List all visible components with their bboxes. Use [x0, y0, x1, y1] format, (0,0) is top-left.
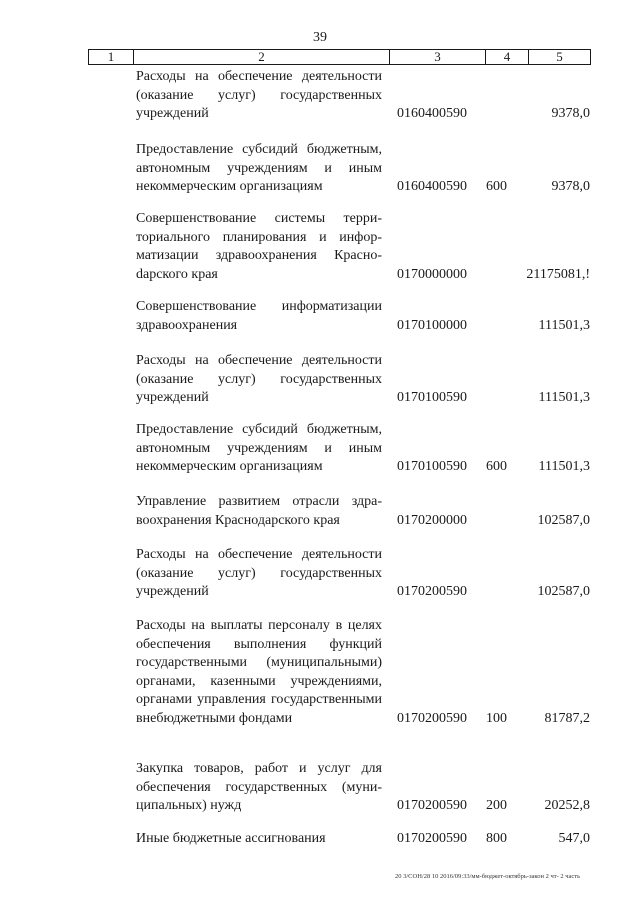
table-row: [136, 210, 590, 284]
row-expense-type: 800: [486, 831, 507, 846]
row-description: Совершенствование информатизации здравоохранения: [136, 299, 382, 333]
row-code: 0170200000: [397, 512, 467, 528]
row-description: Расходы на обеспечение деятельности (оказание услуг) государственных учреждений: [136, 353, 382, 405]
row-amount: 111501,3: [538, 459, 590, 474]
table-row: [136, 298, 590, 335]
column-header-2: 2: [134, 50, 390, 64]
row-description: Расходы на выплаты персоналу в целях обеспечения выполнения функций государственными (муниципальными) органами, казенными учреждениями, органами управления государственными внебюджетными фондами: [136, 618, 382, 726]
row-amount: 547,0: [558, 831, 590, 846]
table-row: [136, 546, 590, 602]
row-amount: 81787,2: [544, 710, 590, 726]
row-code: 0170100590: [397, 390, 467, 405]
row-amount: 21175081,!: [526, 266, 590, 282]
table-row: [136, 421, 590, 477]
row-expense-type: 100: [486, 710, 507, 726]
table-row: [136, 830, 590, 849]
table-row: [136, 68, 590, 124]
table-row: [136, 493, 590, 530]
row-description: Закупка товаров, работ и услуг для обеспечения государственных (муниципальных) нужд: [136, 761, 382, 813]
row-description: Иные бюджетные ассигнования: [136, 831, 326, 846]
table-row: [136, 617, 590, 728]
row-code: 0170000000: [397, 266, 467, 282]
row-amount: 20252,8: [544, 798, 590, 813]
row-amount: 111501,3: [538, 390, 590, 405]
table-row: [136, 352, 590, 408]
row-amount: 111501,3: [538, 317, 590, 333]
row-expense-type: 600: [486, 459, 507, 474]
row-description: Расходы на обеспечение деятельности (оказание услуг) государственных учреждений: [136, 547, 382, 599]
column-header-3: 3: [390, 50, 486, 64]
column-header-4: 4: [486, 50, 529, 64]
row-code: 0170100000: [397, 317, 467, 333]
footer-note: 20 3/СОН/28 10 2016/09:33/мм-бюджет-октябрь-закон 2 чт- 2 часть: [395, 873, 581, 880]
row-expense-type: 200: [486, 798, 507, 813]
row-code: 0170200590: [397, 798, 467, 813]
row-amount: 102587,0: [537, 584, 590, 599]
row-description: Расходы на обеспечение деятельности (оказание услуг) государственных учреждений: [136, 69, 382, 121]
table-header-row: [88, 49, 591, 65]
row-description: Совершенствование системы территориального планирования и информатизации здравоохранения Красноdарского края: [136, 211, 382, 282]
row-description: Управление развитием отрасли здравоохранения Краснодарского края: [136, 494, 382, 528]
row-expense-type: 600: [486, 179, 507, 194]
row-amount: 9378,0: [551, 106, 590, 121]
column-header-1: 1: [89, 50, 134, 64]
row-description: Предоставление субсидий бюджетным, автономным учреждениям и иным некоммерческим организациям: [136, 142, 382, 194]
row-code: 0160400590: [397, 106, 467, 121]
table-row: [136, 760, 590, 816]
row-amount: 102587,0: [537, 512, 590, 528]
table-row: [136, 141, 590, 197]
column-header-5: 5: [556, 49, 563, 64]
row-description: Предоставление субсидий бюджетным, автономным учреждениям и иным некоммерческим организациям: [136, 422, 382, 474]
row-code: 0170100590: [397, 459, 467, 474]
row-code: 0170200590: [397, 584, 467, 599]
row-code: 0170200590: [397, 710, 467, 726]
row-code: 0160400590: [397, 179, 467, 194]
row-code: 0170200590: [397, 831, 467, 846]
row-amount: 9378,0: [551, 179, 590, 194]
page-number: 39: [313, 30, 327, 45]
